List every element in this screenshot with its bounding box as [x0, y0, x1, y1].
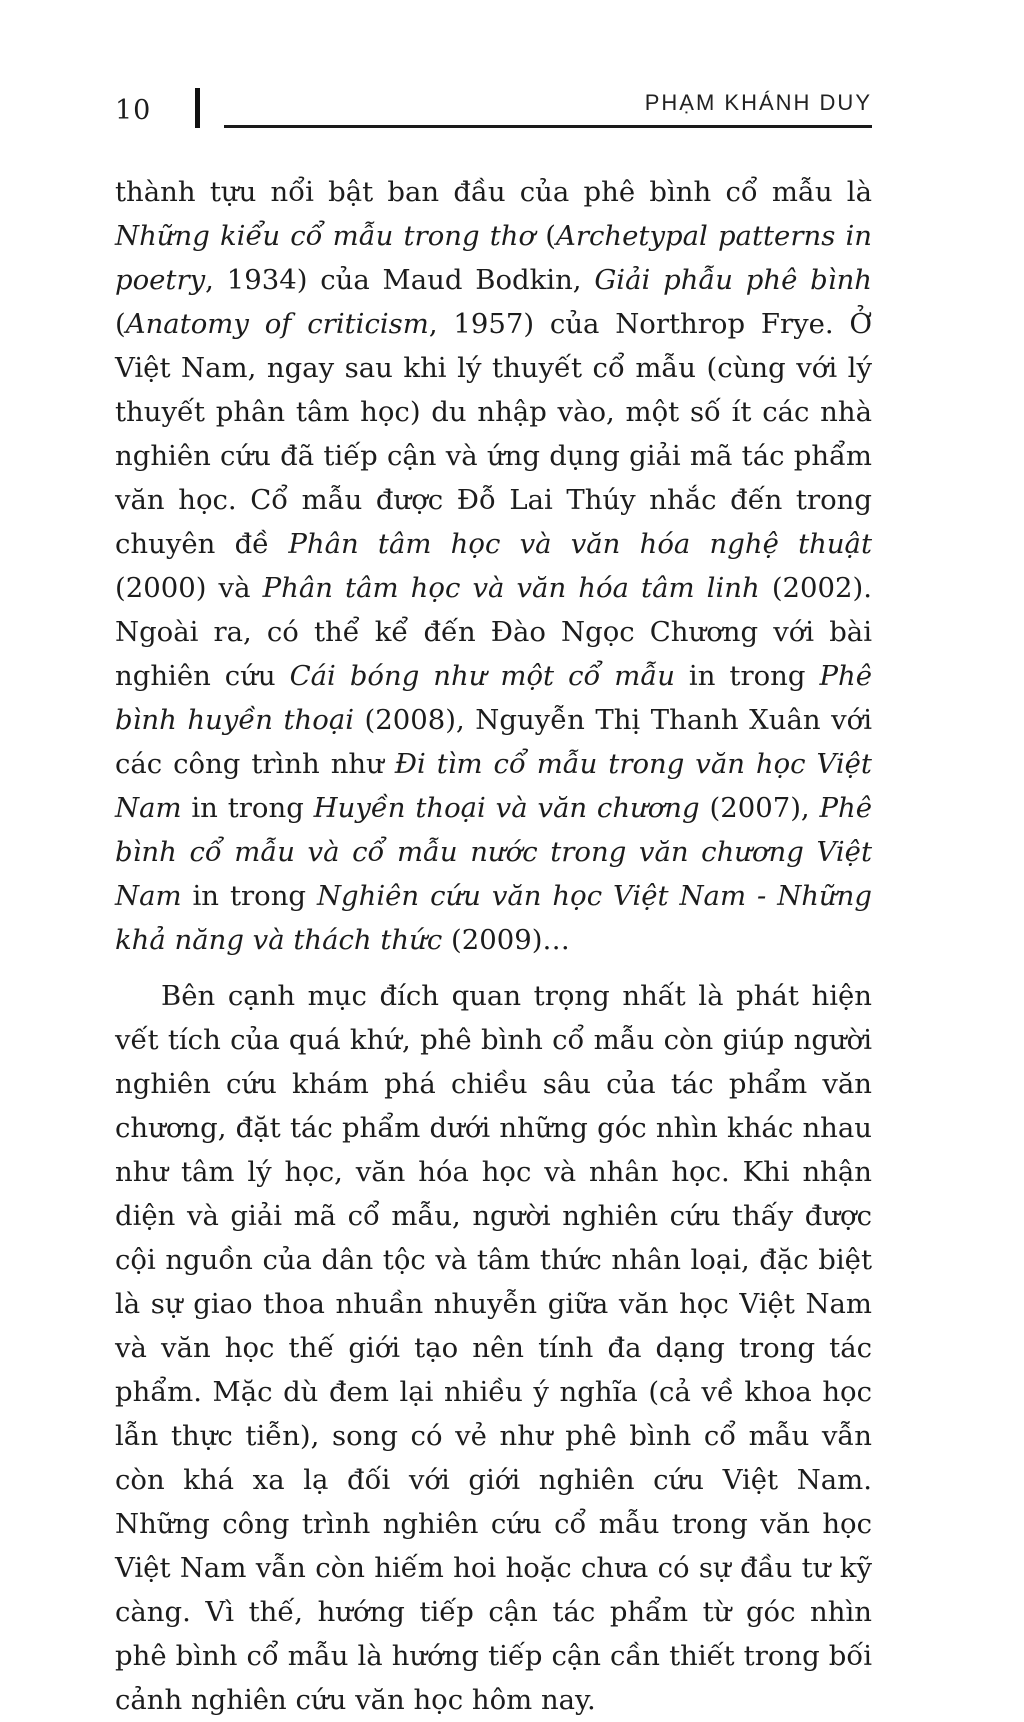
header-divider-bar	[195, 88, 200, 128]
paragraph-2: Bên cạnh mục đích quan trọng nhất là phát hiện vết tích của quá khứ, phê bình cổ mẫu còn giúp người nghiên cứu khám phá chiều sâu của tác phẩm văn chương, đặt tác phẩm dưới những góc nhìn khác nhau như tâm lý học, văn hóa học và nhân học. Khi nhận diện và giải mã cổ mẫu, người nghiên cứu thấy được cội nguồn của dân tộc và tâm thức nhân loại, đặc biệt là sự giao thoa nhuần nhuyễn giữa văn học Việt Nam và văn học thế giới tạo nên tính đa dạng trong tác phẩm. Mặc dù đem lại nhiều ý nghĩa (cả về khoa học lẫn thực tiễn), song có vẻ như phê bình cổ mẫu vẫn còn khá xa lạ đối với giới nghiên cứu Việt Nam. Những công trình nghiên cứu cổ mẫu trong văn học Việt Nam vẫn còn hiếm hoi hoặc chưa có sự đầu tư kỹ càng. Vì thế, hướng tiếp cận tác phẩm từ góc nhìn phê bình cổ mẫu là hướng tiếp cận cần thiết trong bối cảnh nghiên cứu văn học hôm nay.	[115, 980, 872, 1716]
author-name: PHẠM KHÁNH DUY	[644, 90, 872, 115]
header-rule	[224, 90, 872, 128]
page-header	[115, 88, 872, 128]
page-number: 10	[115, 95, 152, 126]
page-body	[115, 170, 872, 1722]
paragraph-1: thành tựu nổi bật ban đầu của phê bình cổ mẫu là Những kiểu cổ mẫu trong thơ (Archetypal patterns in poetry, 1934) của Maud Bodkin, Giải phẫu phê bình (Anatomy of criticism, 1957) của Northrop Frye. Ở Việt Nam, ngay sau khi lý thuyết cổ mẫu (cùng với lý thuyết phân tâm học) du nhập vào, một số ít các nhà nghiên cứu đã tiếp cận và ứng dụng giải mã tác phẩm văn học. Cổ mẫu được Đỗ Lai Thúy nhắc đến trong chuyên đề Phân tâm học và văn hóa nghệ thuật (2000) và Phân tâm học và văn hóa tâm linh (2002). Ngoài ra, có thể kể đến Đào Ngọc Chương với bài nghiên cứu Cái bóng như một cổ mẫu in trong Phê bình huyền thoại (2008), Nguyễn Thị Thanh Xuân với các công trình như Đi tìm cổ mẫu trong văn học Việt Nam in trong Huyền thoại và văn chương (2007), Phê bình cổ mẫu và cổ mẫu nước trong văn chương Việt Nam in trong Nghiên cứu văn học Việt Nam - Những khả năng và thách thức (2009)…	[115, 176, 873, 956]
